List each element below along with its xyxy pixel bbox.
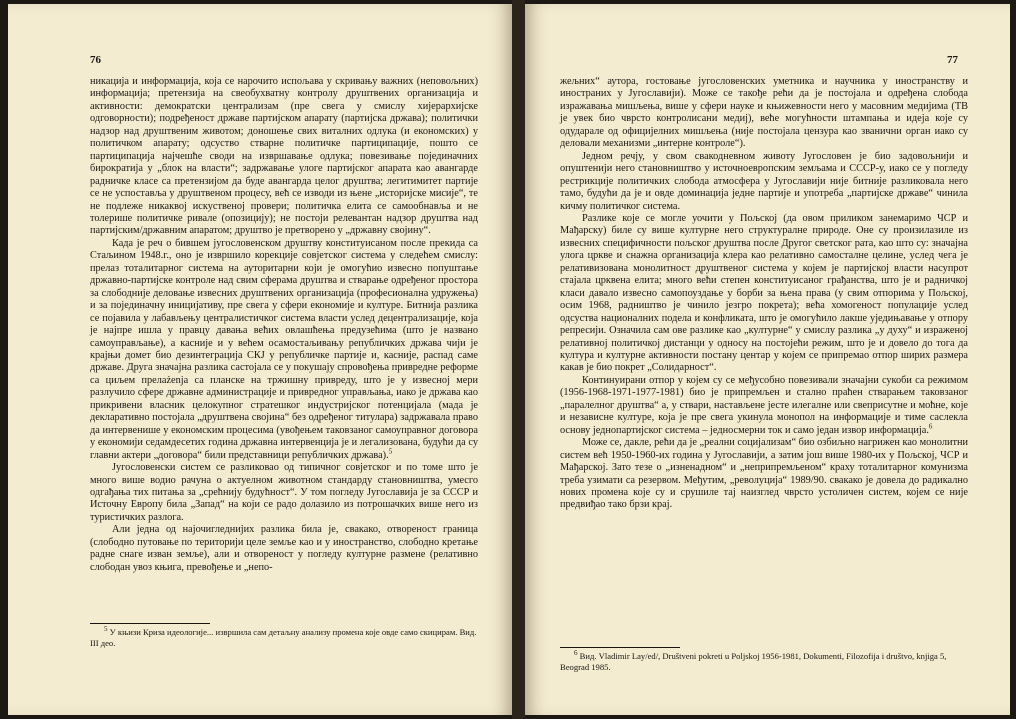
left-page	[8, 4, 512, 715]
right-page	[525, 4, 1010, 715]
footnote-divider	[560, 647, 680, 648]
footnote: $^5$ У књизи Криза идеологије... извршила сам детаљну анализу промена које овде само скицирам. Вид. III део.	[90, 625, 477, 648]
paragraph: Југословенски систем се разликовао од типичног совјетског и по томе што је много више водио рачуна о актуелном животном стандарду становништва, умесго одгађања тих питања за „срећнију будућност“. У том погледу Југославија је за СССР и Источну Европу била „Запад“ на који се радо долазило из потрошачких више него из туристичких разлога.	[90, 462, 478, 523]
page-body	[560, 76, 968, 512]
page-number: 77	[947, 54, 958, 66]
paragraph: Континуирани отпор у којем су се међусобно повезивали значајни сукоби са режимом (1956-1968-1971-1977-1981) био је припремљен и стално праћен стварањем таковзаног „паралелног друштва“ а, у ствари, настављене јесте илегалне или свеприсутне и моћне, које и независне културе, која је пре свега укинула монопол на информације и тиме саслекла основу једнопартијског система – једносмерни ток и само један извор информација.$^6$	[560, 374, 968, 436]
paragraph: Када је реч о бившем југословенском друштву конституисаном после прекида са Стаљином 1948.г., оно је извршило корекције совјетског система у следећем смислу: прелаз тоталитарног система на ауторитарни који је омогућио извесно попуштање државно-партијске контроле над свим сферама друштва и стварање одређеног простора за слободније деловање извесних друштвених организација (професионална удружења) и за појединачну иницијативу, пре свега у сфери економије и културе. Битнија разлика се појавила у лабављењу централистичког система власти услед децентрализације, која је најпре ишла у правцу давања већих овлашћења предузећима (што је названо самоуправљање), а касније и у већем осамостаљивању републичких држава чији је крајњи домет био дезинтеграција СКЈ у републичке партије и, касније, распад саме државе. Друга значајна разлика састојала се у покушају спровођења привредне реформе са циљем прелаżenja са планске на тржишну привреду, што је у извесној мери разлучило сфере државне администрације и привредног управљања, иако је држава као прикривени власник целокупног стратешког индустријског потенцијала (мада је декларативно постојала „друштвена својина“ без одређеног титулара) задржавала право да интервенише у економским процесима (увођењем таковзаног самоуправног договора у економији седамдесетих година државна интервенција је и легализована, будући да су главни актери „договора“ били представници републичких држава).$^5$	[90, 237, 478, 461]
paragraph: жељних“ аутора, гостовање југословенских уметника и научника у иностранству и иностраних у Југославији). Може се такође рећи да је постојала и одређена слобода изражавања мишљења, више у сфери науке и књижевности него у масовним медијима (ТВ је увек био чврсто контролисани медиј), веће могућности штампања и идеја које су одударале од официјелних мишљења (није постојала цензура као званични орган иако су деловали механизми „интерне контроле“).	[560, 76, 968, 150]
paragraph: Једном речју, у свом свакодневном животу Југословен је био задовољнији и опуштенији него становништво у источноевропским земљама и СССР-у, иако се у погледу рестрикције политичких слобода атмосфера у Југославији није битније разликовала него тамо, будући да је и овде доминација једне партије и употреба „партијске државе“ чинила кичму политичког система.	[560, 150, 968, 212]
paragraph: Може се, дакле, рећи да је „реални социјализам“ био озбиљно нагрижен као монолитни систем већ 1950-1960-их година у Југославији, а затим још више 1980-их у Пољској, ЧСР и Мађарској. Зато тезе о „изненадном“ и „неприпремљеном“ краху тоталитарног комунизма треба узимати са резервом. Међутим, „револуција“ 1989/90. свакако је довела до радикално нових промена које су и срушиле тај наизглед чврсто устоличен систем, којем се није предвиђао тако брзи крај.	[560, 437, 968, 511]
paragraph: Разлике које се могле уочити у Пољској (да овом приликом занемаримо ЧСР и Мађарску) биле су више културне него структуралне природе. Оне су произилазиле из извесних специфичности пољског друштва после Другог светског рата, као што су: значајна улога цркве и снажна организација клера као релативно самосталне целине, услед чега је релативизована монолитност друштвеног система у којем је партијској власти насупрот стајала црквена елита; много већи степен конституисаног грађанства, што је и радничкој класи давало извесно самопоуздање у борби за њена права (у свим отпорима у Пољској, осим 1968, радништво је чинило језгро покрета); већа хомогеност популације услед одсуства националних подела и конфликата, што је омогућило лакше уједињавање у отпору репресији. Означила сам ове разлике као „културне“ у смислу разлика „у духу“ и израженој релативној политичкој дистанци у односу на постојећи режим, што је и довело до тога да култура и културне активности постану центар у којем се припремао отпор ширих размера какав је био покрет „Солидарност“.	[560, 212, 968, 374]
paragraph: Али једна од најочигледнијих разлика била је, свакако, отвореност границa (слободно путовање по територији целе земље као и у иностранство, слободно кретање радне снаге изван земље), али и отвореност у погледу културне размене (релативно слободан увоз књига, превођење и „непо-	[90, 524, 478, 573]
page-number: 76	[90, 54, 101, 66]
footnote-divider	[90, 623, 210, 624]
book-gutter	[512, 0, 525, 719]
page-body	[90, 76, 478, 574]
paragraph: никација и информација, која се нарочито испољава у скривању важних (неповољних) информација; претензија на свеобухватну контролу друштвених организација и активности: демократски централизам (пре свега у смислу хијерархијске одговорности); подређеност државе партијском апарату (партијска држава); политички надзор над друштвеним животом; доношење свих виталних одлука (и економских) у политичком апарату; одсуство стварне политичке партиципације, пошто се партиципација најчешће своди на извршавање одлука; повезивање појединачних бирократија у „блок на власти“; задржавање улоге партијског апарата као авангарде радничке класе са претензијом да буде авангарда целог друштва; легитимитет партије се не успоставља у друштвеном процесу, већ се изводи из њене „историјске мисије“, те не подлеже никаквој искуственој провери; политичка елита се самообнавља и не толерише политичке ривале (опозицију); не постоји релевантан надзор друштва над партијским/државним апаратом; друштво је претворено у „државну својину“.	[90, 76, 478, 237]
footnote: $^6$ Вид. Vladimir Lay/ed/, Društveni pokreti u Poljskoj 1956-1981, Dokumenti, Filozofija i društvo, knjiga 5, Beograd 1985.	[560, 649, 947, 672]
